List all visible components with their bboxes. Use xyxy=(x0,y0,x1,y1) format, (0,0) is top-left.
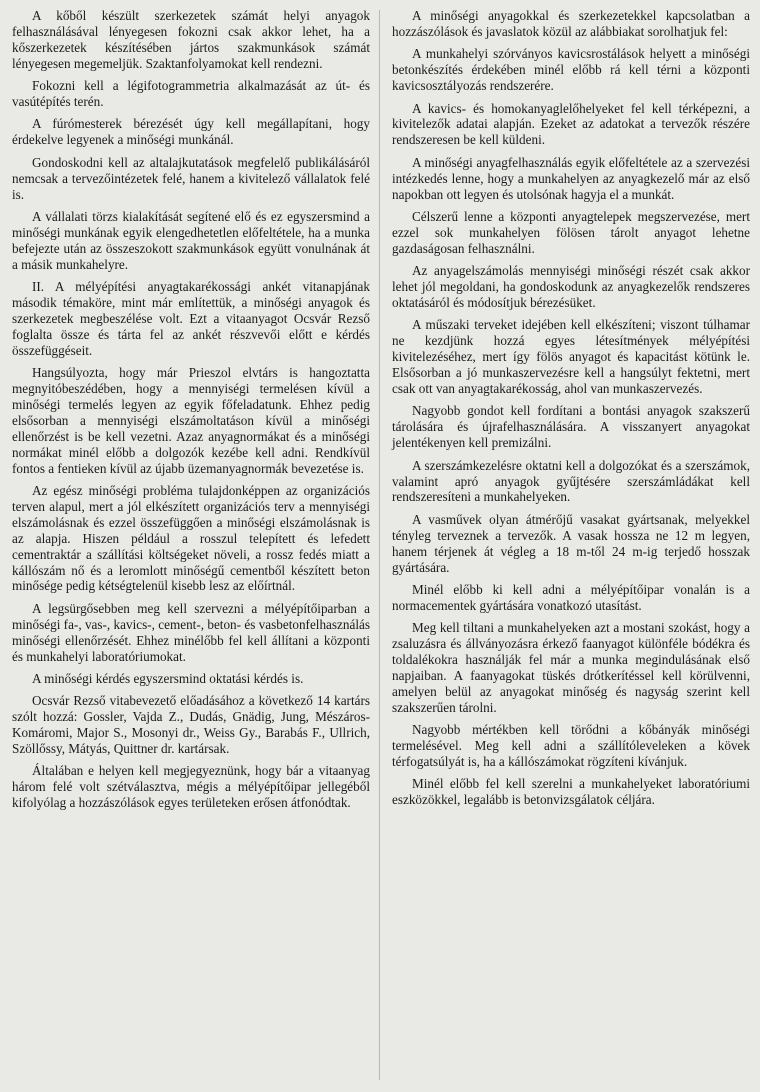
paragraph: A szerszámkezelésre oktatni kell a dolgozókat és a szerszámok, valamint apró anyagok gyűjtésére szerszámládákat kell rendszeresíteni a munkahelyeken. xyxy=(392,457,750,505)
left-column xyxy=(12,8,370,818)
paragraph: Nagyobb gondot kell fordítani a bontási anyagok szakszerű tárolására és újrafelhasználására. A visszanyert anyagokat jelentékenyen kell premizálni. xyxy=(392,403,750,451)
right-column xyxy=(392,8,750,818)
column-divider xyxy=(379,10,380,1080)
paragraph: Fokozni kell a légifotogrammetria alkalmazását az út- és vasútépítés terén. xyxy=(12,78,370,110)
paragraph: Meg kell tiltani a munkahelyeken azt a mostani szokást, hogy a zsaluzásra és állványozásra érkező faanyagot különféle bódékra és toldalékokra használják fel már a munka megindulásának első napjaiban. A faanyagokat tüskés drótkerítéssel kell körülvenni, amelyen belül az anyagokat minőség és nagyság szerint kell szakszerűen tárolni. xyxy=(392,620,750,715)
two-column-layout xyxy=(12,8,750,818)
paragraph: A vasművek olyan átmérőjű vasakat gyártsanak, melyekkel tényleg terveznek a tervezők. A vasak hossza ne 12 m legyen, hanem térjenek át végleg a 18 m-től 24 m-ig terjedő hosszak gyártására. xyxy=(392,511,750,575)
paragraph: Általában e helyen kell megjegyeznünk, hogy bár a vitaanyag három felé volt szétválasztva, mégis a mélyépítőipar jellegéből kifolyólag a hozzászólások egyes területeken erősen átfonódtak. xyxy=(12,763,370,811)
paragraph: A kavics- és homokanyaglelőhelyeket fel kell térképezni, a kivitelezők adatai alapján. Ezeket az adatokat a tervezők részére rendszeresen be kell küldeni. xyxy=(392,100,750,148)
paragraph: A vállalati törzs kialakítását segítené elő és ez egyszersmind a minőségi munkának egyik elengedhetetlen előfeltétele, ha a munka befejezte után az összeszokott szakmunkások együtt vonulnának át a másik munkahelyre. xyxy=(12,208,370,272)
paragraph: A fúrómesterek bérezését úgy kell megállapítani, hogy érdekelve legyenek a minőségi munkánál. xyxy=(12,116,370,148)
paragraph: Gondoskodni kell az altalajkutatások megfelelő publikálásáról nemcsak a tervezőintézetek felé, hanem a kivitelező vállalatok felé is. xyxy=(12,154,370,202)
paragraph: Az anyagelszámolás mennyiségi minőségi részét csak akkor lehet jól megoldani, ha gondoskodunk az anyagkezelők rendszeres oktatásáról és módosítjuk bérezésüket. xyxy=(392,263,750,310)
paragraph: Ocsvár Rezső vitabevezető előadásához a következő 14 kartárs szólt hozzá: Gossler, Vajda Z., Dudás, Gnädig, Jung, Mészáros-Komáromi, Major S., Mosonyi dr., Weiss Gy., Barabás F., Ullrich, Szöllőssy, Mátyás, Quittner dr. kartársak. xyxy=(12,693,370,757)
paragraph: Minél előbb fel kell szerelni a munkahelyeket laboratóriumi eszközökkel, legalább is betonvizsgálatok céljára. xyxy=(392,776,750,808)
paragraph: Hangsúlyozta, hogy már Prieszol elvtárs is hangoztatta megnyitóbeszédében, hogy a mennyiségi termelésen kívül a minőségi termelés legyen az egyik főfeladatunk. Ehhez pedig elsősorban a mennyiségi elszámoltatáson kívül a minőségi ellenőrzést is be kell vezetni. Azaz anyagnormákat és a minőségi normákat minél előbb a dolgozók kezébe kell adni. Rendkívül fontos a fentieken kívül az újabb üzemanyagnormák bevezetése is. xyxy=(12,365,370,476)
paragraph: Nagyobb mértékben kell törődni a kőbányák minőségi termelésével. Meg kell adni a szállítóleveleken a kövek térfogatsúlyát is, ha a kállószámokat rögzíteni kívánjuk. xyxy=(392,722,750,770)
paragraph: A műszaki terveket idejében kell elkészíteni; viszont túlhamar ne kezdjünk hozzá egyes létesítmények mélyépítési kivitelezéséhez, mert így fölös anyagot és kapacitást kötünk le. Elsősorban a jó munkaszervezésre kell a hangsúlyt fektetni, mert csak ott van anyagtakarékosság, ahol van munkaszervezés. xyxy=(392,317,750,397)
paragraph: Célszerű lenne a központi anyagtelepek megszervezése, mert ezzel sok munkahelyen fölösen tárolt anyagot lehetne gazdaságosan felhasználni. xyxy=(392,208,750,256)
paragraph: A minőségi kérdés egyszersmind oktatási kérdés is. xyxy=(32,670,304,686)
paragraph: Az egész minőségi probléma tulajdonképpen az organizációs terven alapul, mert a jól elkészített organizációs terv a mennyiségi elszámolásnak és ezzel összefüggően a minőségi elszámolásnak is az alapja. Hiszen például a rosszul telepített és lefedett cementraktár a szállítási költségeket növeli, a rossz fedés miatt a kállószám nő és a leromlott minőségű cementből készített beton minősége pedig kétségtelenül kisebb lesz az előírtnál. xyxy=(12,482,370,594)
paragraph: Minél előbb ki kell adni a mélyépítőipar vonalán is a normacementek gyártására vonatkozó utasítást. xyxy=(392,582,750,613)
paragraph: A minőségi anyagfelhasználás egyik előfeltétele az a szervezési intézkedés lenne, hogy a munkahelyen az anyagkezelő már az első napokban ott legyen és utolsónak hagyja el a munkát. xyxy=(392,154,750,202)
paragraph: A munkahelyi szórványos kavicsrostálások helyett a minőségi betonkészítés érdekében minél előbb rá kell térni a központi kavicsosztályozás rendszerére. xyxy=(392,46,750,94)
paragraph: A kőből készült szerkezetek számát helyi anyagok felhasználásával lényegesen fokozni csak akkor lehet, ha a kőszerkezetek készítésében jártos szakmunkások számát lényegesen megemeljük. Szaktanfolyamokat kell rendezni. xyxy=(12,8,370,71)
paragraph: A minőségi anyagokkal és szerkezetekkel kapcsolatban a hozzászólások és javaslatok közül az alábbiakat sorolhatjuk fel: xyxy=(392,8,750,39)
paragraph: A legsürgősebben meg kell szervezni a mélyépítőiparban a minőségi fa-, vas-, kavics-, cement-, beton- és vasbetonfelhasználás minőségi ellenőrzését. Ehhez minélőbb fel kell állítani a központi és munkahelyi laboratóriumokat. xyxy=(12,600,370,664)
paragraph: II. A mélyépítési anyagtakarékossági ankét vitanapjának második témaköre, mint már említettük, a minőségi anyagok és szerkezetek megbeszélése volt. Ezt a vitaanyagot Ocsvár Rezső foglalta össze és tárta fel az ankét részvevői előtt e kérdés összefüggéseit. xyxy=(12,279,370,358)
